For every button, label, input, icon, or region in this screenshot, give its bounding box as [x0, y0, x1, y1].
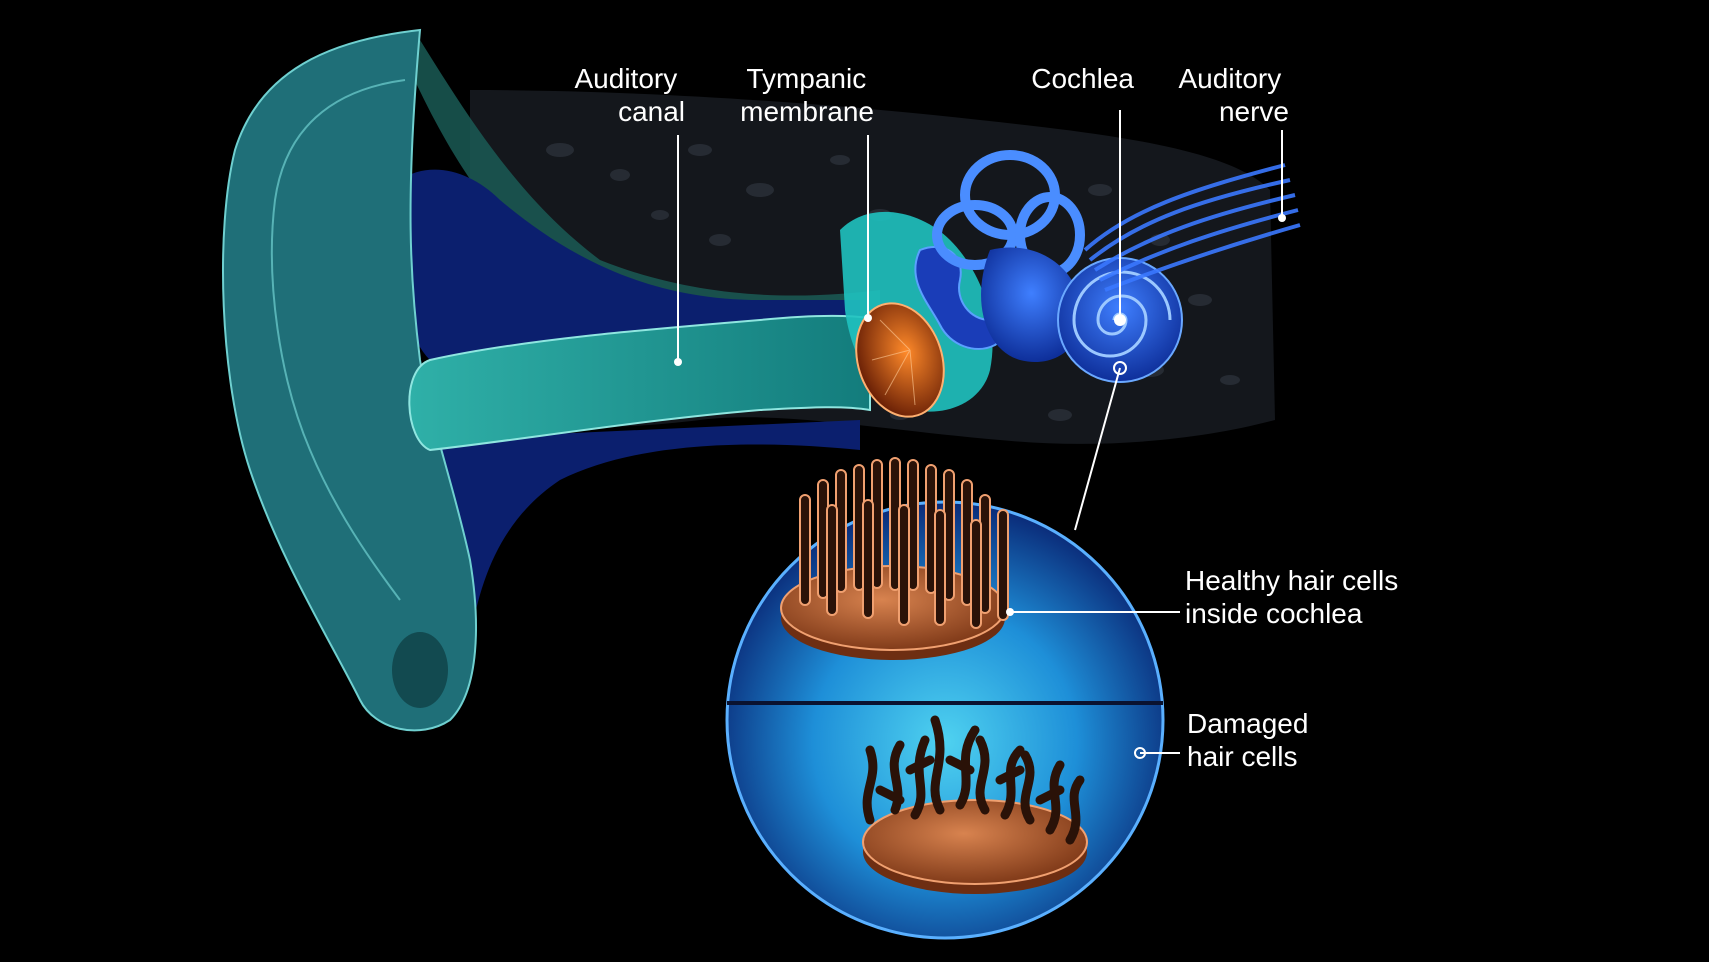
label-auditory-nerve: Auditory nerve: [1178, 63, 1289, 127]
magnified-cochlea-view: [727, 458, 1163, 938]
earlobe-shadow: [392, 632, 448, 708]
label-cochlea: Cochlea: [1031, 63, 1134, 94]
healthy-hairs: [800, 458, 1008, 628]
label-auditory-canal: Auditory canal: [574, 63, 685, 127]
label-damaged-hair-cells: Damaged hair cells: [1187, 708, 1309, 772]
label-tympanic-membrane: Tympanic membrane: [740, 63, 874, 127]
label-healthy-hair-cells: Healthy hair cells inside cochlea: [1185, 565, 1399, 629]
